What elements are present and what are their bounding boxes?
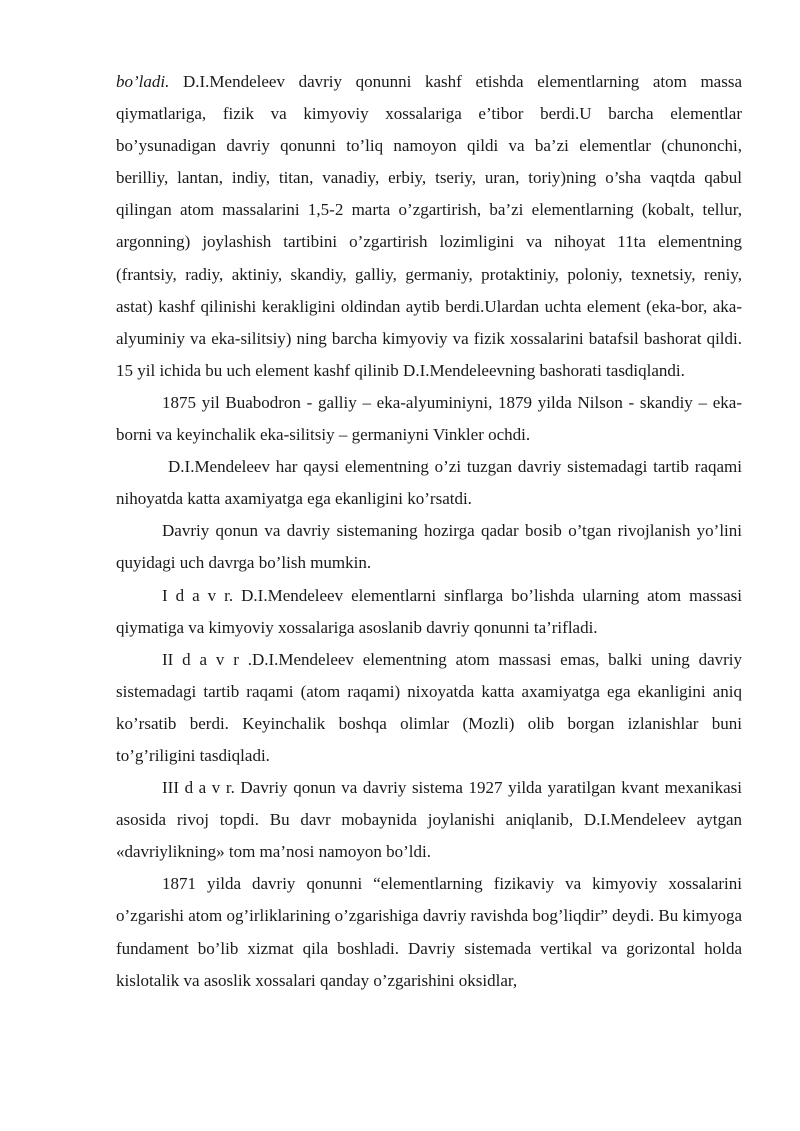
paragraph-text: D.I.Mendeleev davriy qonunni kashf etishda elementlarning atom massa qiymatlariga, fizik va kimyoviy xossalariga e’tibor berdi.U barcha elementlar bo’ysunadigan davriy qonunni to’liq namoyon qildi va ba’zi elementlar (chunonchi, berilliy, lantan, indiy, titan, vanadiy, erbiy, tseriy, uran, toriy)ning o’sha vaqtda qabul qilingan atom massalarini 1,5-2 marta o’zgartirish, ba’zi elementlarning (kobalt, tellur, argonning) joylashish tartibini o’zgartirish lozimligini va nihoyat 11ta elementning (frantsiy, radiy, aktiniy, skandiy, galliy, germaniy, protaktiniy, poloniy, texnetsiy, reniy, astat) kashf qilinishi kerakligini oldindan aytib berdi.Ulardan uchta element (eka-bor, aka-alyuminiy va eka-silitsiy) ning barcha kimyoviy va fizik xossalarini batafsil bashorat qildi. 15 yil ichida bu uch element kashf qilinib D.I.Mendeleevning bashorati tasdiqlandi. [116, 72, 742, 380]
paragraph-order-number: D.I.Mendeleev har qaysi elementning o’zi tuzgan davriy sistemadagi tartib raqami nihoyatda katta axamiyatga ega ekanligini ko’rsatdi. [116, 457, 742, 509]
paragraph-stage-two [116, 644, 742, 772]
paragraph-mendeleev-discovery [116, 66, 742, 387]
paragraph-stage-three [116, 772, 742, 868]
stage-one-text: D.I.Mendeleev elementlarni sinflarga bo’lishda ularning atom massasi qiymatiga va kimyoviy xossalariga asoslanib davriy qonunni ta’rifladi. [116, 585, 742, 637]
stage-one-heading: I d a v r. [162, 585, 234, 605]
paragraph-element-discoveries: 1875 yil Buabodron - galliy – eka-alyuminiyni, 1879 yilda Nilson - skandiy – eka-borni va keyinchalik eka-silitsiy – germaniyni Vinkler ochdi. [116, 392, 742, 445]
document-page [116, 66, 742, 997]
paragraph-development-stages: Davriy qonun va davriy sistemaning hozirga qadar bosib o’tgan rivojlanish yo’lini quyidagi uch davrga bo’lish mumkin. [116, 521, 742, 573]
stage-three-heading: III d a v r. [162, 778, 235, 798]
paragraph-periodic-law-1871: 1871 yilda davriy qonunni “elementlarning fizikaviy va kimyoviy xossalarini o’zgarishi atom og’irliklarining o’zgarishiga davriy ravishda bog’liqdir” deydi. Bu kimyoga fundament bo’lib xizmat qila boshladi. Davriy sistemada vertikal va gorizontal holda kislotalik va asoslik xossalari qanday o’zgarishini oksidlar, [116, 874, 743, 990]
paragraph-stage-one [116, 580, 742, 644]
stage-two-text: .D.I.Mendeleev elementning atom massasi emas, balki uning davriy sistemadagi tartib raqami (atom raqami) nixoyatda katta axamiyatga ega ekanligini aniq ko’rsatib berdi. Keyinchalik boshqa olimlar (Mozli) olib borgan izlanishlar buni to’g’riligini tasdiqladi. [116, 649, 742, 765]
paragraph-lead-italic: bo’ladi. [116, 72, 170, 91]
stage-three-text: Davriy qonun va davriy sistema 1927 yilda yaratilgan kvant mexanikasi asosida rivoj topdi. Bu davr mobaynida joylanishi aniqlanib, D.I.Mendeleev aytgan «davriylikning» tom ma’nosi namoyon bo’ldi. [116, 778, 742, 862]
stage-two-heading: II d a v r [162, 649, 239, 669]
